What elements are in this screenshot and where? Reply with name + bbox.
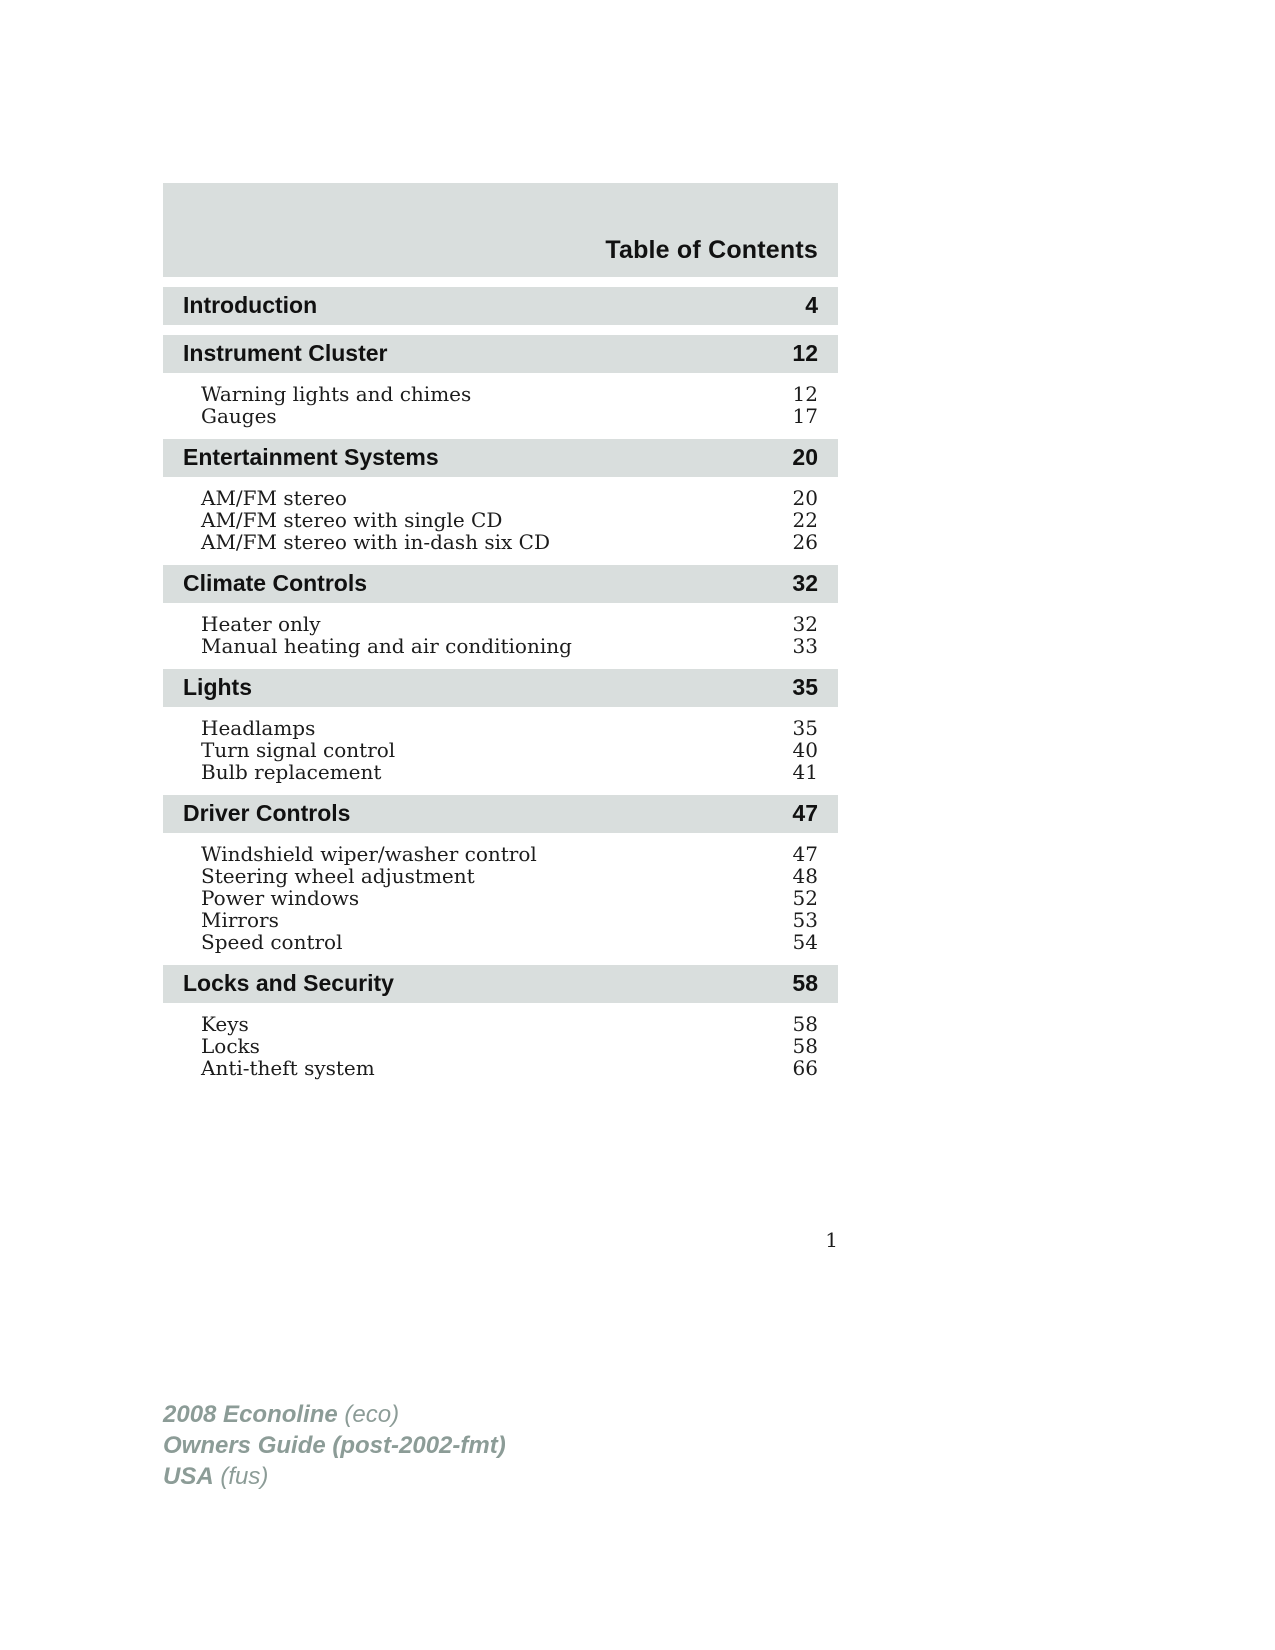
toc-entry xyxy=(201,531,818,553)
footer-line-region xyxy=(163,1461,838,1492)
toc-section-page-number: 20 xyxy=(792,444,818,470)
page-number: 1 xyxy=(825,1228,838,1252)
toc-entry-page-number: 12 xyxy=(792,382,818,406)
toc-entry-label: Warning lights and chimes xyxy=(201,382,472,406)
toc-entry xyxy=(201,717,818,739)
toc-entry-page-number: 35 xyxy=(792,716,818,740)
toc-subsection-list xyxy=(163,707,838,785)
toc-section-row xyxy=(163,669,838,707)
toc-entry xyxy=(201,383,818,405)
toc-entry-label: Anti-theft system xyxy=(201,1056,375,1080)
toc-section-row xyxy=(163,565,838,603)
toc-entry xyxy=(201,887,818,909)
toc-entry-label: Steering wheel adjustment xyxy=(201,864,475,888)
toc-section-title: Climate Controls xyxy=(183,570,368,596)
toc-entry xyxy=(201,1035,818,1057)
footer-line-model xyxy=(163,1399,838,1430)
toc-entry-label: Bulb replacement xyxy=(201,760,382,784)
toc-entry xyxy=(201,1057,818,1079)
toc-entry xyxy=(201,931,818,953)
toc-entry-label: Power windows xyxy=(201,886,360,910)
toc-header-band xyxy=(163,183,838,277)
toc-section-row xyxy=(163,287,838,325)
toc-section-page-number: 35 xyxy=(792,674,818,700)
toc-entry-label: Manual heating and air conditioning xyxy=(201,634,572,658)
toc-entry-page-number: 58 xyxy=(792,1012,818,1036)
footer-model-code: (eco) xyxy=(344,1401,400,1428)
toc-entry xyxy=(201,761,818,783)
toc-entry-page-number: 17 xyxy=(792,404,818,428)
toc-entry-label: AM/FM stereo xyxy=(201,486,347,510)
toc-subsection-list xyxy=(163,373,838,429)
toc-sections xyxy=(163,287,838,1081)
footer xyxy=(163,1399,838,1492)
footer-model-name: 2008 Econoline xyxy=(163,1401,338,1428)
toc-entry-page-number: 40 xyxy=(792,738,818,762)
toc-subsection-list xyxy=(163,1003,838,1081)
toc-entry-page-number: 22 xyxy=(792,508,818,532)
toc-entry xyxy=(201,1013,818,1035)
toc-section-page-number: 12 xyxy=(792,340,818,366)
toc-entry xyxy=(201,739,818,761)
footer-region-code: (fus) xyxy=(220,1463,269,1490)
toc-entry-label: AM/FM stereo with single CD xyxy=(201,508,503,532)
toc-entry-page-number: 52 xyxy=(792,886,818,910)
toc-entry-label: Keys xyxy=(201,1012,249,1036)
toc-subsection-list xyxy=(163,477,838,555)
toc-entry xyxy=(201,487,818,509)
toc-section-title: Lights xyxy=(183,674,252,700)
toc-entry-label: Mirrors xyxy=(201,908,279,932)
toc-section-row xyxy=(163,335,838,373)
toc-entry-page-number: 26 xyxy=(792,530,818,554)
toc-entry-label: Locks xyxy=(201,1034,260,1058)
toc-entry xyxy=(201,509,818,531)
toc-section-row xyxy=(163,965,838,1003)
toc-section-title: Introduction xyxy=(183,292,318,318)
toc-subsection-list xyxy=(163,833,838,955)
toc-entry-page-number: 54 xyxy=(792,930,818,954)
toc-entry-page-number: 47 xyxy=(792,842,818,866)
toc-entry-page-number: 66 xyxy=(792,1056,818,1080)
toc-entry xyxy=(201,405,818,427)
toc-entry xyxy=(201,613,818,635)
toc-entry xyxy=(201,635,818,657)
toc-entry-page-number: 33 xyxy=(792,634,818,658)
toc-entry-label: Heater only xyxy=(201,612,321,636)
toc-entry-label: Gauges xyxy=(201,404,277,428)
toc-entry-label: AM/FM stereo with in-dash six CD xyxy=(201,530,550,554)
toc-section-page-number: 32 xyxy=(792,570,818,596)
toc-entry xyxy=(201,865,818,887)
toc-section-title: Locks and Security xyxy=(183,970,394,996)
toc-entry-label: Windshield wiper/washer control xyxy=(201,842,537,866)
toc-section-page-number: 58 xyxy=(792,970,818,996)
footer-region-name: USA xyxy=(163,1463,214,1490)
footer-guide-name: Owners Guide (post-2002-fmt) xyxy=(163,1432,506,1459)
toc-entry-page-number: 32 xyxy=(792,612,818,636)
toc-entry-page-number: 58 xyxy=(792,1034,818,1058)
toc-entry-page-number: 41 xyxy=(792,760,818,784)
footer-line-guide xyxy=(163,1430,838,1461)
toc-section-title: Entertainment Systems xyxy=(183,444,439,470)
toc-section-page-number: 4 xyxy=(805,292,818,318)
toc-section-title: Instrument Cluster xyxy=(183,340,388,366)
toc-subsection-list xyxy=(163,603,838,659)
toc-entry-page-number: 53 xyxy=(792,908,818,932)
toc-section-title: Driver Controls xyxy=(183,800,351,826)
toc-entry-label: Turn signal control xyxy=(201,738,396,762)
toc-entry-label: Speed control xyxy=(201,930,343,954)
toc-entry-page-number: 48 xyxy=(792,864,818,888)
toc-section-row xyxy=(163,439,838,477)
toc-entry-label: Headlamps xyxy=(201,716,316,740)
toc-entry xyxy=(201,843,818,865)
toc-section-page-number: 47 xyxy=(792,800,818,826)
toc-content xyxy=(163,183,838,1081)
toc-section-row xyxy=(163,795,838,833)
toc-entry-page-number: 20 xyxy=(792,486,818,510)
toc-entry xyxy=(201,909,818,931)
page-title: Table of Contents xyxy=(605,236,818,264)
